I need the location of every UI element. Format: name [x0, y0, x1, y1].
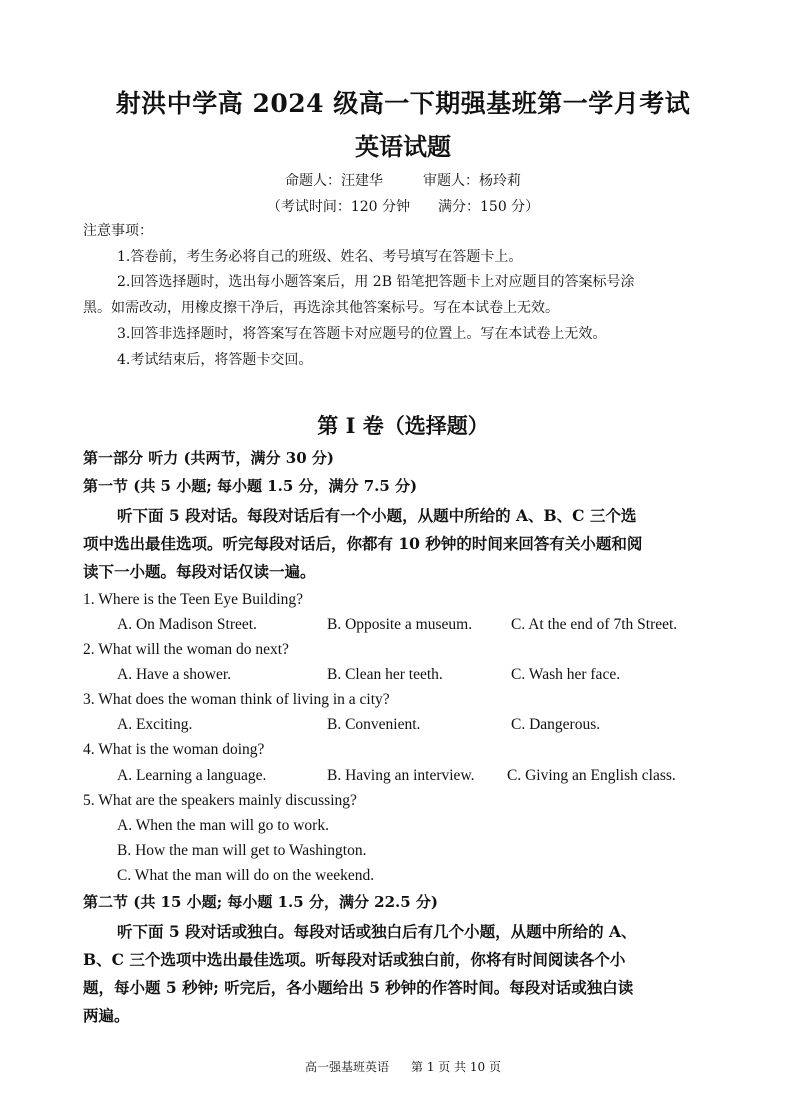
- notes-heading: 注意事项：: [83, 223, 153, 239]
- exam-score: 满分：150 分）: [438, 199, 540, 215]
- option-c: C. At the end of 7th Street.: [511, 616, 678, 633]
- option-c: C. Wash her face.: [511, 666, 621, 683]
- question-stem: 1. Where is the Teen Eye Building?: [83, 591, 304, 608]
- section2-directions: B、C 三个选项中选出最佳选项。听每段对话或独白前，你将有时间阅读各个小: [83, 950, 626, 969]
- note-item: 3.回答非选择题时，将答案写在答题卡对应题号的位置上。写在本试卷上无效。: [117, 326, 607, 342]
- author: 命题人：汪建华: [285, 173, 383, 189]
- reviewer: 审题人：杨玲莉: [423, 173, 521, 189]
- option-a: A. Have a shower.: [117, 666, 232, 683]
- section1-heading: 第一节 (共 5 小题; 每小题 1.5 分，满分 7.5 分): [83, 477, 418, 495]
- exam-time: （考试时间：120 分钟: [266, 199, 410, 215]
- note-item: 1.答卷前，考生务必将自己的班级、姓名、考号填写在答题卡上。: [117, 249, 523, 265]
- option-c: C. Giving an English class.: [507, 767, 676, 784]
- option-b: B. Opposite a museum.: [327, 616, 473, 633]
- authors-line: [0, 170, 806, 190]
- footer-page-number: 第 1 页 共 10 页: [411, 1060, 501, 1074]
- question-stem: 3. What does the woman think of living in a city?: [83, 691, 390, 708]
- part1-heading: 第一部分 听力 (共两节，满分 30 分): [83, 449, 334, 467]
- option-c: C. Dangerous.: [511, 716, 601, 733]
- exam-title: 射洪中学高 2024 级高一下期强基班第一学月考试: [115, 89, 691, 118]
- option-b: B. Convenient.: [327, 716, 421, 733]
- section1-directions: 读下一小题。每段对话仅读一遍。: [83, 562, 316, 581]
- option-b: B. How the man will get to Washington.: [117, 842, 367, 859]
- option-a: A. Exciting.: [117, 716, 193, 733]
- section2-heading: 第二节 (共 15 小题; 每小题 1.5 分，满分 22.5 分): [83, 893, 439, 911]
- note-item-continued: 黑。如需改动，用橡皮擦干净后，再选涂其他答案标号。写在本试卷上无效。: [83, 300, 559, 316]
- time-score-line: [0, 196, 806, 216]
- question-stem: 5. What are the speakers mainly discussing?: [83, 792, 357, 809]
- page-footer: [0, 1058, 806, 1075]
- question-stem: 4. What is the woman doing?: [83, 741, 265, 758]
- option-a: A. When the man will go to work.: [117, 817, 329, 834]
- option-c: C. What the man will do on the weekend.: [117, 867, 375, 884]
- note-item: 2.回答选择题时，选出每小题答案后，用 2B 铅笔把答题卡上对应题目的答案标号涂: [117, 274, 635, 290]
- section2-directions: 听下面 5 段对话或独白。每段对话或独白后有几个小题，从题中所给的 A、: [117, 922, 637, 941]
- exam-subtitle: 英语试题: [355, 132, 451, 161]
- section1-directions: 听下面 5 段对话。每段对话后有一个小题，从题中所给的 A、B、C 三个选: [117, 506, 637, 525]
- note-item: 4.考试结束后，将答题卡交回。: [117, 352, 313, 368]
- section2-directions: 两遍。: [83, 1006, 130, 1025]
- footer-subject: 高一强基班英语: [305, 1060, 390, 1074]
- option-a: A. Learning a language.: [117, 767, 267, 784]
- question-stem: 2. What will the woman do next?: [83, 641, 289, 658]
- section1-directions: 项中选出最佳选项。听完每段对话后，你都有 10 秒钟的时间来回答有关小题和阅: [83, 534, 643, 553]
- option-a: A. On Madison Street.: [117, 616, 257, 633]
- option-b: B. Having an interview.: [327, 767, 475, 784]
- volume-title: 第 I 卷（选择题）: [317, 413, 489, 438]
- section2-directions: 题，每小题 5 秒钟; 听完后，各小题给出 5 秒钟的作答时间。每段对话或独白读: [83, 978, 634, 997]
- option-b: B. Clean her teeth.: [327, 666, 443, 683]
